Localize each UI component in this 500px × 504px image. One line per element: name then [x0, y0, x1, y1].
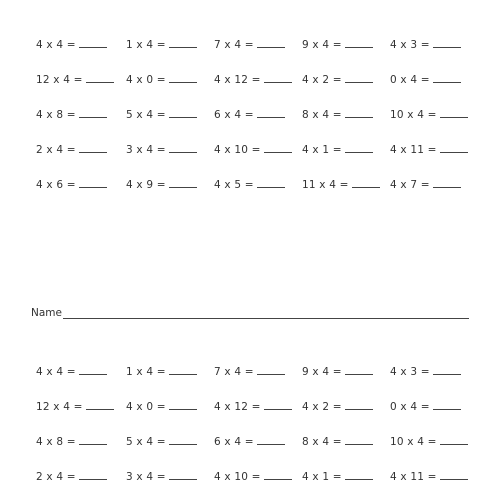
- problem-text: 4 x 0 =: [126, 74, 166, 86]
- problem-item: [390, 399, 461, 414]
- answer-blank[interactable]: [257, 37, 285, 48]
- problem-text: 4 x 10 =: [214, 471, 261, 483]
- problem-text: 10 x 4 =: [390, 109, 437, 121]
- problem-item: [126, 107, 197, 122]
- problem-row: [0, 177, 500, 212]
- answer-blank[interactable]: [79, 434, 107, 445]
- problem-item: [302, 399, 373, 414]
- answer-blank[interactable]: [440, 107, 468, 118]
- problem-item: [36, 37, 107, 52]
- problem-text: 1 x 4 =: [126, 366, 166, 378]
- answer-blank[interactable]: [169, 177, 197, 188]
- problem-text: 6 x 4 =: [214, 109, 254, 121]
- problem-text: 4 x 12 =: [214, 74, 261, 86]
- answer-blank[interactable]: [169, 469, 197, 480]
- problem-item: [36, 72, 114, 87]
- answer-blank[interactable]: [264, 399, 292, 410]
- answer-blank[interactable]: [440, 434, 468, 445]
- problem-row: [0, 434, 500, 469]
- problem-row: [0, 107, 500, 142]
- problem-text: 4 x 8 =: [36, 109, 76, 121]
- problem-text: 4 x 9 =: [126, 179, 166, 191]
- problem-item: [390, 469, 468, 484]
- problem-item: [126, 364, 197, 379]
- problem-item: [214, 399, 292, 414]
- answer-blank[interactable]: [79, 37, 107, 48]
- problem-text: 8 x 4 =: [302, 109, 342, 121]
- problem-item: [390, 107, 468, 122]
- answer-blank[interactable]: [169, 364, 197, 375]
- name-label: Name: [31, 307, 62, 319]
- problem-text: 4 x 10 =: [214, 144, 261, 156]
- problem-text: 2 x 4 =: [36, 471, 76, 483]
- answer-blank[interactable]: [86, 399, 114, 410]
- answer-blank[interactable]: [433, 399, 461, 410]
- problem-text: 4 x 7 =: [390, 179, 430, 191]
- name-field[interactable]: [31, 306, 469, 320]
- answer-blank[interactable]: [345, 434, 373, 445]
- problem-text: 4 x 8 =: [36, 436, 76, 448]
- problem-text: 4 x 11 =: [390, 471, 437, 483]
- problem-text: 4 x 6 =: [36, 179, 76, 191]
- answer-blank[interactable]: [169, 107, 197, 118]
- problem-grid-bottom: [0, 364, 500, 504]
- answer-blank[interactable]: [257, 434, 285, 445]
- problem-text: 4 x 12 =: [214, 401, 261, 413]
- problem-item: [36, 142, 107, 157]
- answer-blank[interactable]: [169, 399, 197, 410]
- problem-item: [302, 37, 373, 52]
- problem-text: 4 x 0 =: [126, 401, 166, 413]
- answer-blank[interactable]: [86, 72, 114, 83]
- problem-text: 4 x 3 =: [390, 366, 430, 378]
- problem-text: 10 x 4 =: [390, 436, 437, 448]
- problem-text: 7 x 4 =: [214, 39, 254, 51]
- problem-item: [214, 177, 285, 192]
- answer-blank[interactable]: [345, 37, 373, 48]
- problem-item: [390, 72, 461, 87]
- answer-blank[interactable]: [257, 107, 285, 118]
- problem-text: 8 x 4 =: [302, 436, 342, 448]
- answer-blank[interactable]: [345, 364, 373, 375]
- answer-blank[interactable]: [440, 142, 468, 153]
- problem-row: [0, 142, 500, 177]
- problem-row: [0, 37, 500, 72]
- problem-item: [36, 434, 107, 449]
- problem-item: [214, 142, 292, 157]
- problem-item: [126, 37, 197, 52]
- problem-item: [214, 107, 285, 122]
- problem-text: 6 x 4 =: [214, 436, 254, 448]
- problem-item: [390, 142, 468, 157]
- problem-text: 5 x 4 =: [126, 109, 166, 121]
- problem-text: 9 x 4 =: [302, 366, 342, 378]
- problem-item: [126, 399, 197, 414]
- answer-blank[interactable]: [79, 142, 107, 153]
- problem-text: 4 x 11 =: [390, 144, 437, 156]
- problem-text: 4 x 2 =: [302, 74, 342, 86]
- answer-blank[interactable]: [79, 107, 107, 118]
- problem-grid-top: [0, 37, 500, 212]
- problem-item: [36, 399, 114, 414]
- answer-blank[interactable]: [433, 364, 461, 375]
- problem-text: 3 x 4 =: [126, 144, 166, 156]
- problem-row: [0, 399, 500, 434]
- answer-blank[interactable]: [345, 142, 373, 153]
- problem-text: 4 x 3 =: [390, 39, 430, 51]
- answer-blank[interactable]: [257, 364, 285, 375]
- problem-item: [36, 177, 107, 192]
- problem-text: 0 x 4 =: [390, 401, 430, 413]
- answer-blank[interactable]: [264, 72, 292, 83]
- problem-text: 9 x 4 =: [302, 39, 342, 51]
- problem-row: [0, 72, 500, 107]
- answer-blank[interactable]: [433, 177, 461, 188]
- answer-blank[interactable]: [169, 37, 197, 48]
- answer-blank[interactable]: [264, 469, 292, 480]
- answer-blank[interactable]: [79, 469, 107, 480]
- problem-text: 4 x 4 =: [36, 39, 76, 51]
- answer-blank[interactable]: [264, 142, 292, 153]
- problem-text: 3 x 4 =: [126, 471, 166, 483]
- problem-item: [302, 177, 380, 192]
- problem-text: 0 x 4 =: [390, 74, 430, 86]
- problem-item: [214, 434, 285, 449]
- problem-text: 5 x 4 =: [126, 436, 166, 448]
- problem-text: 4 x 5 =: [214, 179, 254, 191]
- problem-text: 2 x 4 =: [36, 144, 76, 156]
- problem-text: 4 x 4 =: [36, 366, 76, 378]
- answer-blank[interactable]: [257, 177, 285, 188]
- problem-item: [302, 107, 373, 122]
- problem-item: [390, 37, 461, 52]
- problem-item: [214, 37, 285, 52]
- name-answer-line[interactable]: [63, 318, 469, 319]
- answer-blank[interactable]: [433, 37, 461, 48]
- problem-item: [390, 364, 461, 379]
- problem-text: 1 x 4 =: [126, 39, 166, 51]
- problem-item: [214, 469, 292, 484]
- problem-text: 11 x 4 =: [302, 179, 349, 191]
- problem-item: [126, 177, 197, 192]
- problem-item: [36, 107, 107, 122]
- problem-item: [302, 72, 373, 87]
- problem-text: 12 x 4 =: [36, 401, 83, 413]
- problem-item: [36, 364, 107, 379]
- problem-text: 4 x 1 =: [302, 144, 342, 156]
- answer-blank[interactable]: [433, 72, 461, 83]
- answer-blank[interactable]: [345, 399, 373, 410]
- problem-row: [0, 364, 500, 399]
- problem-item: [126, 434, 197, 449]
- answer-blank[interactable]: [345, 469, 373, 480]
- problem-item: [214, 364, 285, 379]
- problem-item: [302, 434, 373, 449]
- problem-text: 7 x 4 =: [214, 366, 254, 378]
- problem-item: [126, 142, 197, 157]
- problem-text: 12 x 4 =: [36, 74, 83, 86]
- answer-blank[interactable]: [345, 107, 373, 118]
- answer-blank[interactable]: [169, 72, 197, 83]
- problem-item: [302, 142, 373, 157]
- answer-blank[interactable]: [169, 142, 197, 153]
- problem-item: [302, 364, 373, 379]
- problem-row: [0, 469, 500, 504]
- answer-blank[interactable]: [440, 469, 468, 480]
- problem-text: 4 x 1 =: [302, 471, 342, 483]
- problem-item: [214, 72, 292, 87]
- answer-blank[interactable]: [169, 434, 197, 445]
- problem-item: [390, 434, 468, 449]
- problem-item: [302, 469, 373, 484]
- answer-blank[interactable]: [79, 177, 107, 188]
- problem-item: [390, 177, 461, 192]
- answer-blank[interactable]: [352, 177, 380, 188]
- problem-item: [36, 469, 107, 484]
- answer-blank[interactable]: [79, 364, 107, 375]
- problem-item: [126, 469, 197, 484]
- answer-blank[interactable]: [345, 72, 373, 83]
- problem-item: [126, 72, 197, 87]
- problem-text: 4 x 2 =: [302, 401, 342, 413]
